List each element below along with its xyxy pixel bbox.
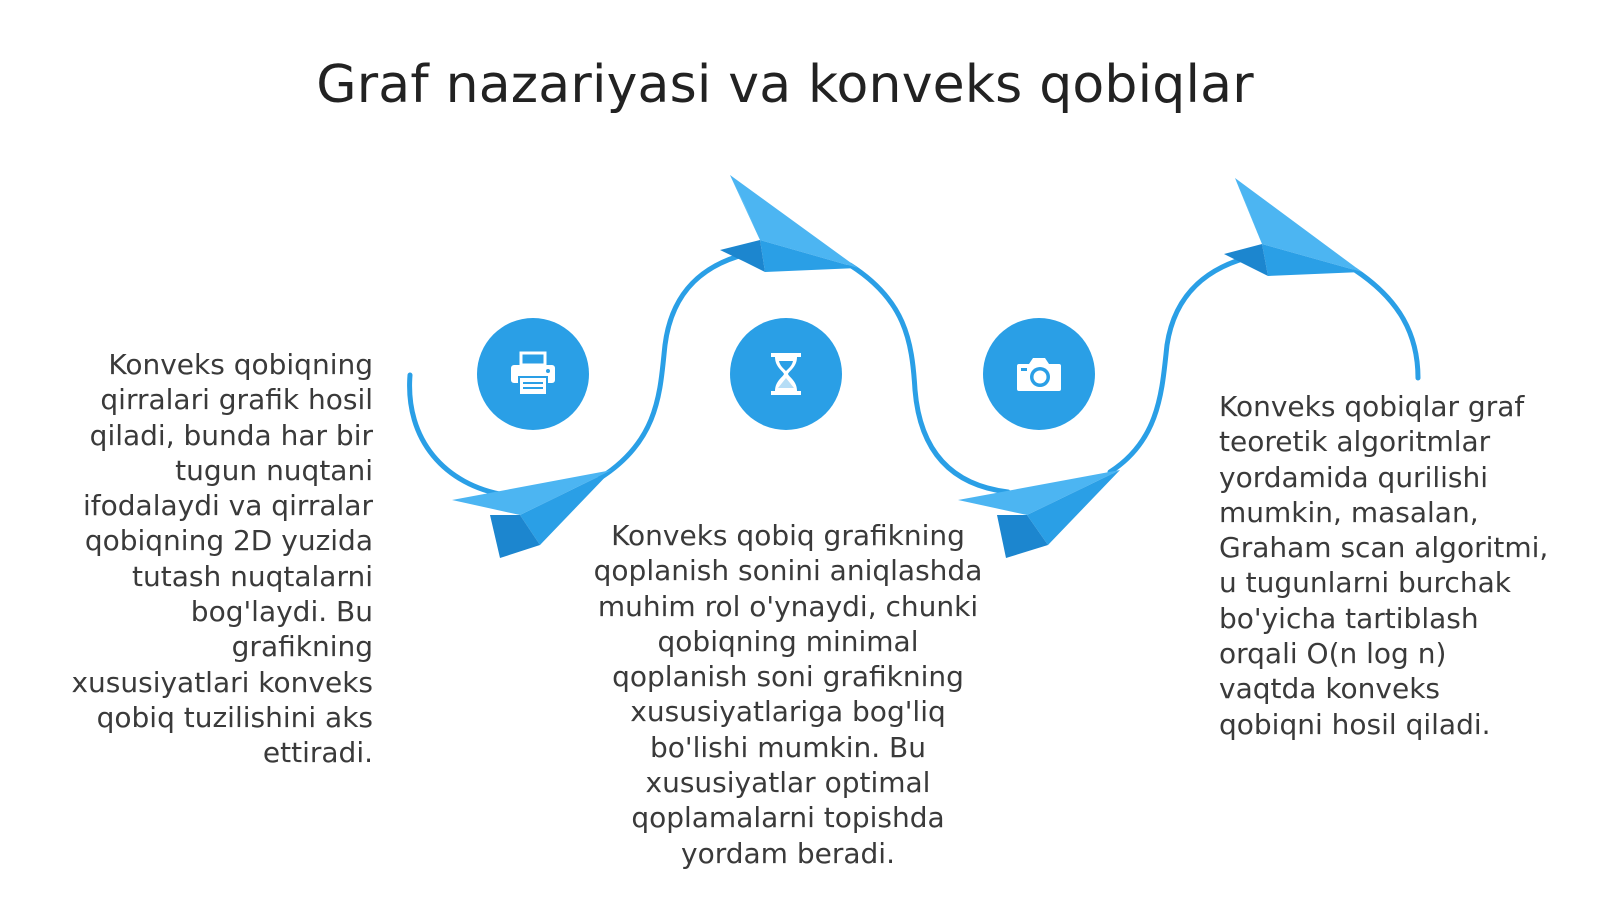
step-3-icon-circle [983,318,1095,430]
page-title: Graf nazariyasi va konveks qobiqlar [316,55,1254,115]
camera-icon [1015,355,1063,393]
step-2-icon-circle [730,318,842,430]
step-2-text: Konveks qobiq grafikning qoplanish sonini aniqlashda muhim rol o'ynaydi, chunki qobiqning minimal qoplanish soni grafikning xususiyatlariga bog'liq bo'lishi mumkin. Bu xususiyatlar optimal qoplamalarni topishda yordam beradi. [593,519,983,870]
hourglass-icon [769,352,803,396]
printer-icon [509,351,557,397]
step-1-text: Konveks qobiqning qirralari grafik hosil qiladi, bunda har bir tugun nuqtani ifodalaydi va qirralar qobiqning 2D yuzida tutash nuqtalarni bog'laydi. Bu grafikning xususiyatlari konveks qobiq tuzilishini aks ettiradi. [71,348,373,770]
flow-curve-5 [1355,270,1418,378]
step-3-text: Konveks qobiqlar graf teoretik algoritmlar yordamida qurilishi mumkin, masalan, Graham scan algoritmi, u tugunlarni burchak bo'yicha tartiblash orqali O(n log n) vaqtda konveks qobiqni hosil qiladi. [1219,390,1549,741]
paper-plane-icon [720,175,858,272]
step-1-icon-circle [477,318,589,430]
paper-plane-icon [1224,178,1362,276]
